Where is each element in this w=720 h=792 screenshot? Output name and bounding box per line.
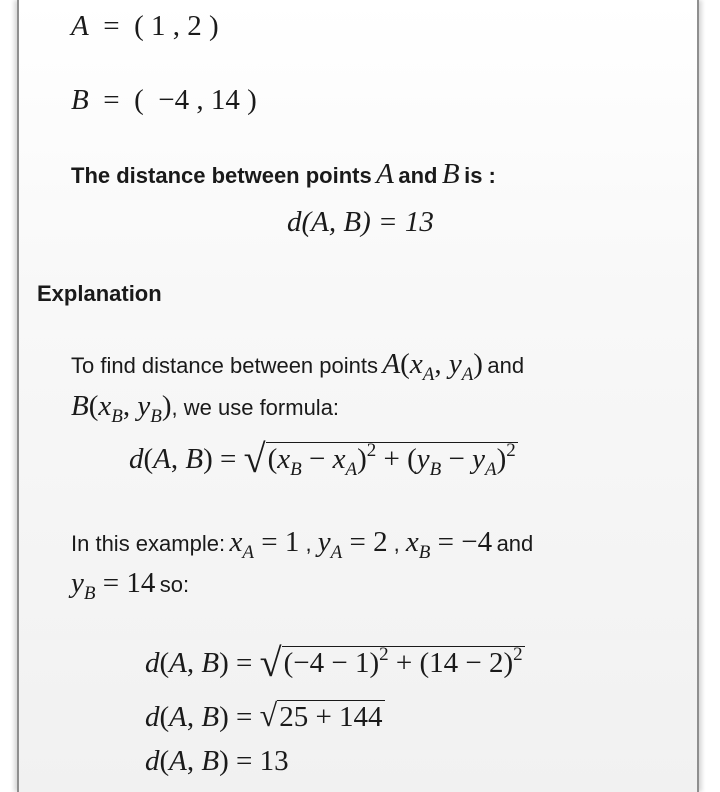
step-3: d(A, B) = 13: [145, 745, 289, 777]
point-b-line: B = ( −4 , 14 ): [71, 84, 257, 116]
example-line-2: yB = 14 so:: [71, 567, 190, 604]
intro-line-2: B(xB, yB), we use formula:: [71, 390, 340, 427]
intro-line-1: To find distance between points A(xA, yA) and: [71, 348, 525, 385]
distance-formula: d(A, B) = √(xB − xA)2 + (yB − yA)2: [129, 436, 516, 481]
answer-card: [17, 0, 699, 792]
explanation-heading: Explanation: [37, 281, 162, 306]
point-a-x: 1: [150, 10, 166, 42]
point-a-line: A = ( 1 , 2 ): [71, 10, 219, 42]
point-b-x: −4: [158, 84, 190, 116]
result-formula: [287, 206, 434, 239]
result-heading: The distance between points A and B is :: [71, 158, 496, 190]
point-b-y: 14: [210, 84, 240, 116]
result-value: d(A, B) = 13: [287, 206, 434, 238]
step-1: d(A, B) = √(−4 − 1)2 + (14 − 2)2: [145, 640, 523, 685]
step-2: d(A, B) = √25 + 144: [145, 697, 383, 733]
point-a-y: 2: [187, 10, 202, 42]
example-line-1: In this example: xA = 1 , yA = 2 , xB = −4 and: [71, 526, 534, 563]
